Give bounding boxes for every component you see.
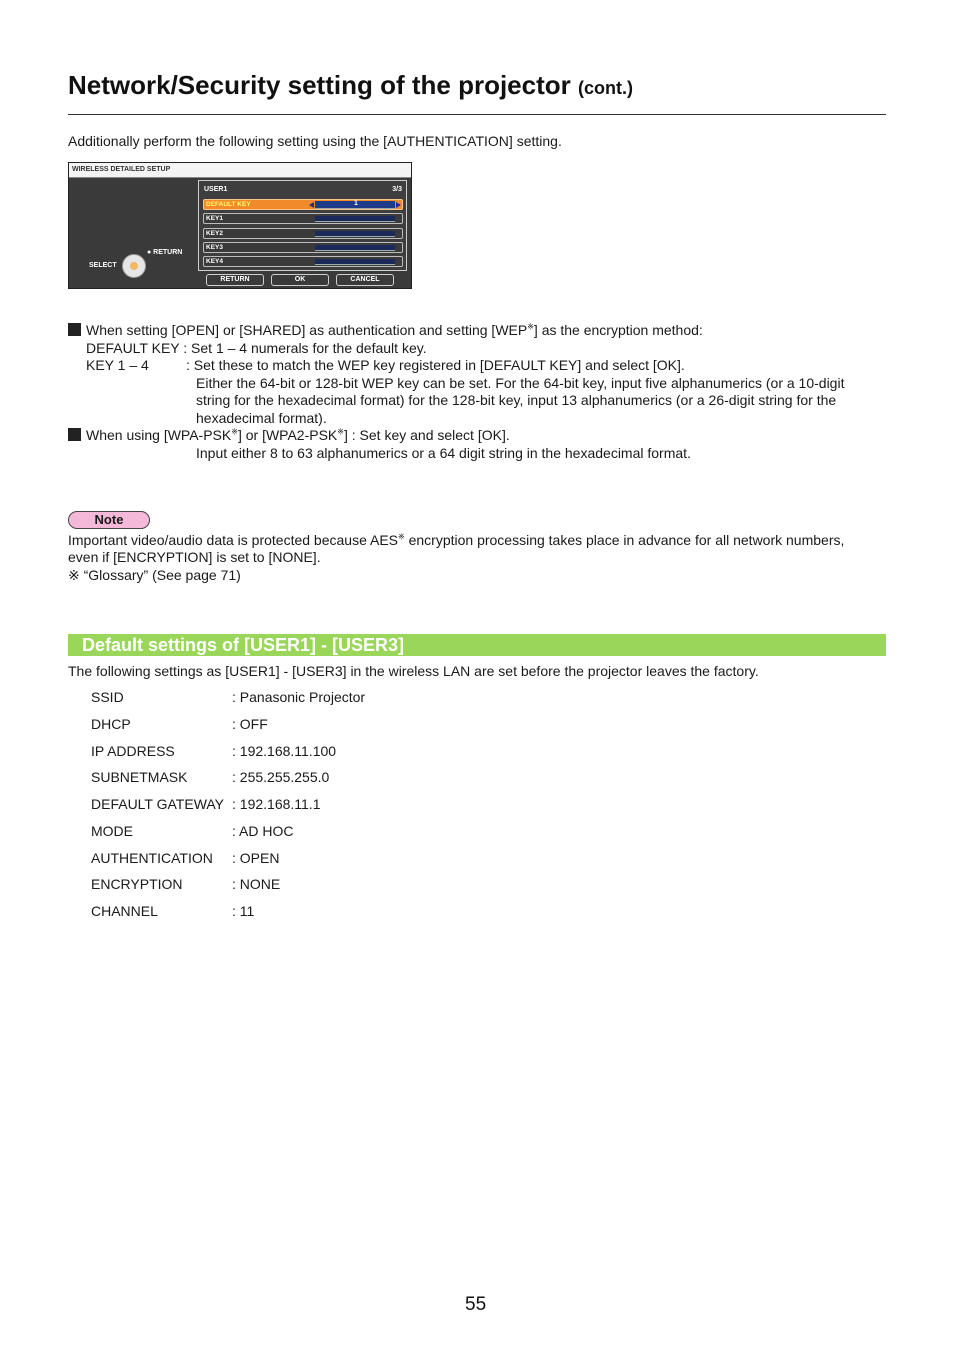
wpa-heading [68,427,510,443]
glossary-mark: ※ [398,532,405,542]
wep-key-description: : Set these to match the WEP key registered in [DEFAULT KEY] and select [OK]. [186,357,685,373]
osd-page-indicator: 3/3 [392,186,402,193]
setting-value: : 192.168.11.100 [232,743,337,759]
osd-row-key1 [203,213,403,224]
arrow-left-icon [309,202,314,208]
setting-key: ENCRYPTION [91,876,183,892]
wep-key-label: KEY 1 – 4 [86,357,149,373]
wep-default-key-line: DEFAULT KEY : Set 1 – 4 numerals for the default key. [86,340,427,356]
wep-heading-text: When setting [OPEN] or [SHARED] as authentication and setting [WEP [86,322,528,338]
osd-row-label: KEY4 [206,258,223,265]
setting-key: SSID [91,689,124,705]
osd-row-label: DEFAULT KEY [206,201,251,208]
glossary-mark: ※ [527,322,534,332]
osd-return-button: RETURN [206,274,264,286]
setting-value: : NONE [232,876,281,892]
osd-window-title: WIRELESS DETAILED SETUP [72,166,171,173]
osd-value-field [315,231,395,237]
setting-key: AUTHENTICATION [91,850,213,866]
wireless-setup-screenshot [68,162,412,289]
page-title-suffix: (cont.) [577,78,633,98]
osd-row-key2 [203,228,403,239]
wpa-heading-text: When using [WPA-PSK [86,427,232,443]
osd-row-label: KEY3 [206,244,223,251]
defaults-intro: The following settings as [USER1] - [USER3] in the wireless LAN are set before the projector leaves the factory. [68,663,759,679]
osd-row-label: KEY1 [206,215,223,222]
glossary-mark: ※ [231,427,238,437]
setting-key: DEFAULT GATEWAY [91,796,225,812]
arrow-right-icon [396,202,401,208]
wep-key-detail-1: Either the 64-bit or 128-bit WEP key can be set. For the 64-bit key, input five alphanumerics (or a 10-digit [196,375,845,391]
page-number: 55 [465,1294,487,1315]
setting-value: : OPEN [232,850,280,866]
intro-text: Additionally perform the following setting using the [AUTHENTICATION] setting. [68,133,562,149]
osd-value-field [315,259,395,265]
setting-value: : 255.255.255.0 [232,769,330,785]
bullet-square-icon [68,428,81,441]
osd-key-panel [198,180,407,271]
wpa-detail: Input either 8 to 63 alphanumerics or a 64 digit string in the hexadecimal format. [196,445,691,461]
wpa-heading-text-mid: ] or [WPA2-PSK [237,427,338,443]
osd-value-field [315,216,395,222]
setting-value: : AD HOC [232,823,294,839]
setting-key: SUBNETMASK [91,769,188,785]
osd-row-key4 [203,256,403,267]
page-title [68,70,633,101]
osd-user-label: USER1 [204,186,228,193]
setting-value: : Panasonic Projector [232,689,366,705]
osd-select-hint: SELECT [89,262,117,269]
osd-row-default-key [203,199,403,210]
wep-key-detail-3: hexadecimal format). [196,410,327,426]
setting-value: : 11 [232,903,255,919]
osd-row-key3 [203,242,403,253]
osd-title-bar [69,163,411,178]
section-heading-text: Default settings of [USER1] - [USER3] [82,635,405,655]
glossary-reference: ※ “Glossary” (See page 71) [68,567,241,583]
glossary-mark: ※ [337,427,344,437]
wep-heading-text-end: ] as the encryption method: [533,322,703,338]
osd-cancel-button: CANCEL [336,274,394,286]
wep-heading [68,322,703,338]
note-text-end: encryption processing takes place in advance for all network numbers, [404,532,845,548]
page-title-text: Network/Security setting of the projector [68,70,571,100]
setting-key: MODE [91,823,133,839]
setting-key: IP ADDRESS [91,743,175,759]
note-line-1 [68,532,844,548]
osd-default-key-value: 1 [354,200,358,207]
wpa-heading-text-end: ] : Set key and select [OK]. [343,427,510,443]
osd-ok-button: OK [271,274,329,286]
note-text: Important video/audio data is protected because AES [68,532,398,548]
osd-return-hint: ● RETURN [147,249,183,256]
bullet-square-icon [68,323,81,336]
setting-value: : 192.168.11.1 [232,796,321,812]
note-badge: Note [68,511,150,529]
dpad-icon [122,254,146,278]
setting-key: CHANNEL [91,903,158,919]
wep-key-detail-2: string for the hexadecimal format) for the 128-bit key, input 13 alphanumerics (or a 26-digit string for the [196,392,837,408]
setting-key: DHCP [91,716,131,732]
note-line-2: even if [ENCRYPTION] is set to [NONE]. [68,549,321,565]
osd-value-field [315,245,395,251]
osd-row-label: KEY2 [206,230,223,237]
setting-value: : OFF [232,716,268,732]
title-divider [68,114,886,115]
section-heading [68,634,886,656]
